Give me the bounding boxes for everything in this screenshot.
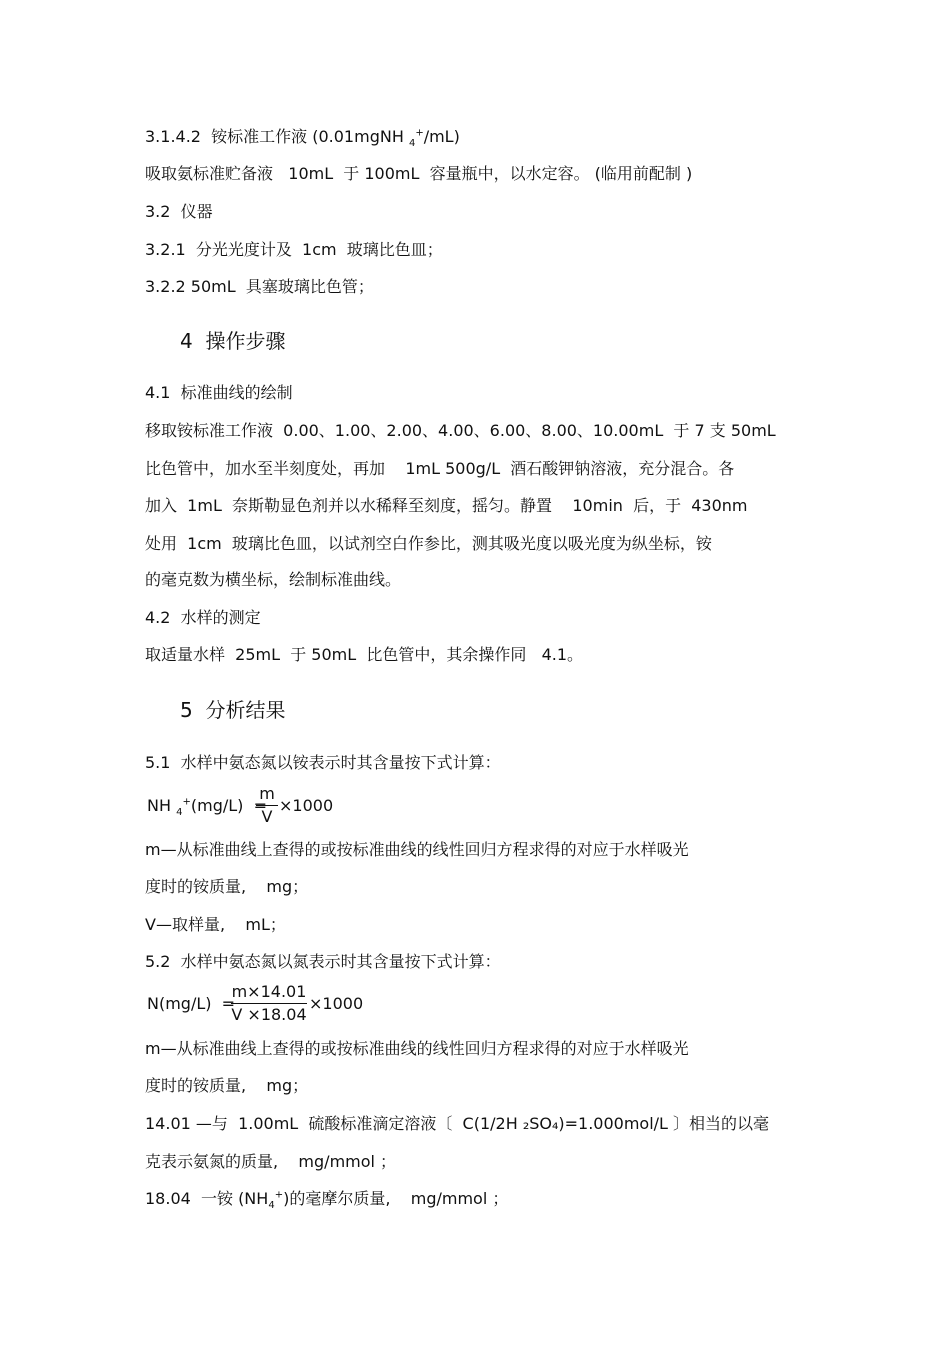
formula-1-def-m-line-2: 度时的铵质量, mg； <box>145 877 309 896</box>
section-3-2-2: 3.2.2 50mL 具塞玻璃比色管； <box>145 277 374 296</box>
formula-1-def-v: V—取样量, mL； <box>145 915 286 934</box>
formula-1-fraction <box>256 784 278 827</box>
section-4-1-line-3: 加入 1mL 奈斯勒显色剂并以水稀释至刻度，摇匀。静置 10min 后，于 430nm <box>145 496 748 515</box>
formula-2-denominator: V ×18.04 <box>231 1005 307 1024</box>
section-4-2-body: 取适量水样 25mL 于 50mL 比色管中，其余操作同 4.1。 <box>145 645 584 664</box>
formula-2-def-m-line-1: m—从标准曲线上查得的或按标准曲线的线性回归方程求得的对应于水样吸光 <box>145 1039 689 1058</box>
constant-18-04: 18.04 一铵 $(NH_4^+)$的毫摩尔质量, mg/mmol ； <box>145 1189 509 1212</box>
formula-2-fraction <box>231 982 307 1025</box>
section-4-1-line-5: 的毫克数为横坐标，绘制标准曲线。 <box>145 570 402 589</box>
fraction-bar <box>256 805 278 806</box>
section-4-1-line-1: 移取铵标准工作液 0.00、1.00、2.00、4.00、6.00、8.00、10.00mL 于 7 支 50mL <box>145 421 776 440</box>
formula-1-def-m-line-1: m—从标准曲线上查得的或按标准曲线的线性回归方程求得的对应于水样吸光 <box>145 840 689 859</box>
section-4-2-title: 4.2 水样的测定 <box>145 608 261 627</box>
formula-2-tail: ×1000 <box>309 994 364 1013</box>
formula-1-numerator: m <box>259 784 275 803</box>
formula-2-def-m-line-2: 度时的铵质量, mg； <box>145 1076 309 1095</box>
section-3-2-title: 3.2 仪器 <box>145 202 213 221</box>
formula-2-lhs: N(mg/L) = <box>147 994 236 1013</box>
section-4-1-line-2: 比色管中，加水至半刻度处，再加 1mL 500g/L 酒石酸钾钠溶液，充分混合。各 <box>145 459 735 478</box>
constant-14-01-line-1: 14.01 —与 1.00mL 硫酸标准滴定溶液〔 C(1/2H ₂SO₄)=1.000mol/L 〕相当的以毫 <box>145 1114 770 1133</box>
fraction-bar <box>231 1003 307 1004</box>
heading-4: 4 操作步骤 <box>180 329 286 353</box>
section-5-1-title: 5.1 水样中氨态氮以铵表示时其含量按下式计算： <box>145 753 501 772</box>
section-5-2-title: 5.2 水样中氨态氮以氮表示时其含量按下式计算： <box>145 952 501 971</box>
formula-1-lhs: NH $_4$+(mg/L) = <box>147 796 267 819</box>
formula-1-tail: ×1000 <box>279 796 334 815</box>
section-4-1-title: 4.1 标准曲线的绘制 <box>145 383 293 402</box>
section-3-1-4-2-title: 3.1.4.2 铵标准工作液 (0.01mgNH $_4$+/mL) <box>145 127 460 150</box>
heading-5: 5 分析结果 <box>180 698 286 722</box>
section-3-2-1: 3.2.1 分光光度计及 1cm 玻璃比色皿； <box>145 240 443 259</box>
section-4-1-line-4: 处用 1cm 玻璃比色皿，以试剂空白作参比，测其吸光度以吸光度为纵坐标，铵 <box>145 534 712 553</box>
formula-2-numerator: m×14.01 <box>231 982 307 1001</box>
section-3-1-4-2-body: 吸取氨标准贮备液 10mL 于 100mL 容量瓶中，以水定容。 (临用前配制 ) <box>145 164 693 183</box>
formula-1-denominator: V <box>261 807 273 826</box>
constant-14-01-line-2: 克表示氨氮的质量, mg/mmol ； <box>145 1152 397 1171</box>
